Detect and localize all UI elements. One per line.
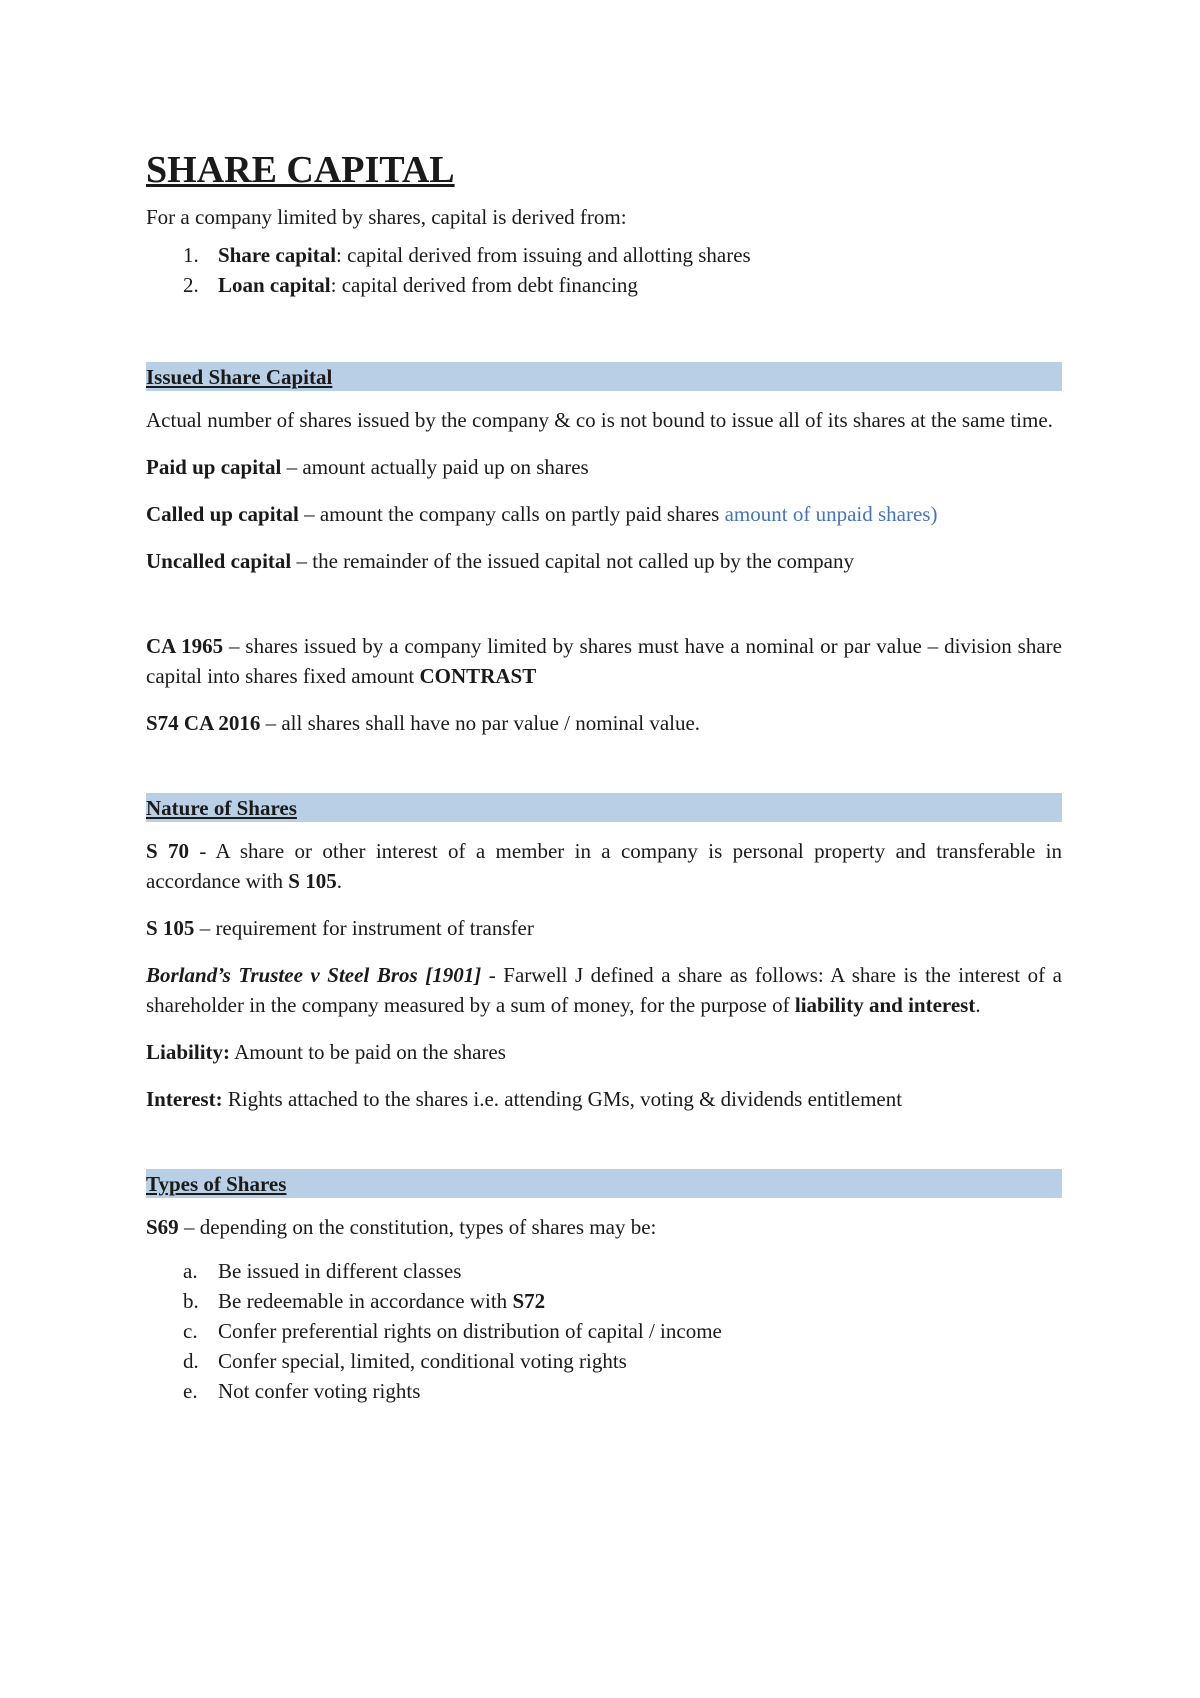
term: Liability:: [146, 1040, 231, 1064]
list-text: : capital derived from issuing and allotting shares: [336, 243, 751, 267]
section-heading-types: Types of Shares: [146, 1169, 1062, 1198]
list-item: [146, 1346, 1062, 1376]
section-ref: S72: [512, 1289, 546, 1313]
list-item: [146, 240, 1062, 270]
document-body: [146, 148, 1062, 1406]
case-bold: liability and interest: [794, 993, 976, 1017]
list-letter: d.: [183, 1349, 199, 1373]
list-item: [146, 270, 1062, 300]
list-text: Be issued in different classes: [218, 1259, 462, 1283]
definition: Rights attached to the shares i.e. attending GMs, voting & dividends entitlement: [222, 1087, 903, 1111]
definition: – the remainder of the issued capital not called up by the company: [291, 549, 854, 573]
definition: - A share or other interest of a member in a company is personal property and transferable in accordance with: [146, 839, 1062, 893]
intro-text: For a company limited by shares, capital is derived from:: [146, 205, 627, 229]
section-heading-nature: Nature of Shares: [146, 793, 1062, 822]
list-number: 2.: [183, 273, 199, 297]
definition: – all shares shall have no par value / nominal value.: [260, 711, 701, 735]
interest-paragraph: [146, 1084, 1062, 1114]
case-text: - Farwell J defined a share as follows: A share is the interest of a shareholder in the company measured by a sum of money, for the purpose of: [146, 963, 1062, 1017]
list-letter: a.: [183, 1259, 198, 1283]
section-ref: S 105: [288, 869, 337, 893]
punctuation: .: [336, 869, 342, 893]
ca-1965-paragraph: [146, 631, 1062, 691]
list-text: : capital derived from debt financing: [330, 273, 638, 297]
term: S 105: [146, 916, 195, 940]
list-letter: c.: [183, 1319, 198, 1343]
uncalled-capital: [146, 546, 1062, 576]
term: S 70: [146, 839, 190, 863]
list-item: [146, 1316, 1062, 1346]
definition: – amount actually paid up on shares: [281, 455, 589, 479]
capital-list: [146, 240, 1062, 300]
list-term: Loan capital: [218, 273, 331, 297]
s70-paragraph: [146, 836, 1062, 896]
called-up-capital: [146, 499, 1062, 529]
s69-paragraph: [146, 1212, 1062, 1242]
list-letter: b.: [183, 1289, 199, 1313]
term: Paid up capital: [146, 455, 282, 479]
page-title: SHARE CAPITAL: [146, 149, 455, 191]
blue-note: amount of unpaid shares): [724, 502, 938, 526]
types-list: [146, 1256, 1062, 1406]
list-item: [146, 1256, 1062, 1286]
list-item: [146, 1376, 1062, 1406]
liability-paragraph: [146, 1037, 1062, 1067]
issued-description: Actual number of shares issued by the company & co is not bound to issue all of its shares at the same time.: [146, 408, 1053, 432]
case-name: Borland’s Trustee v Steel Bros [1901]: [146, 963, 482, 987]
list-number: 1.: [183, 243, 199, 267]
s74-paragraph: [146, 708, 1062, 738]
contrast-label: CONTRAST: [419, 664, 537, 688]
definition: Amount to be paid on the shares: [230, 1040, 506, 1064]
list-text: Confer special, limited, conditional voting rights: [218, 1349, 627, 1373]
case-paragraph: [146, 960, 1062, 1020]
s105-paragraph: [146, 913, 1062, 943]
list-text: Be redeemable in accordance with: [218, 1289, 513, 1313]
list-letter: e.: [183, 1379, 198, 1403]
term: Interest:: [146, 1087, 223, 1111]
list-text: Not confer voting rights: [218, 1379, 421, 1403]
section-heading-issued: Issued Share Capital: [146, 362, 1062, 391]
definition: – shares issued by a company limited by shares must have a nominal or par value – division share capital into shares fixed amount: [146, 634, 1062, 688]
list-item: [146, 1286, 1062, 1316]
definition: – amount the company calls on partly paid shares: [298, 502, 725, 526]
list-text: Confer preferential rights on distribution of capital / income: [218, 1319, 722, 1343]
term: S74 CA 2016: [146, 711, 261, 735]
definition: – requirement for instrument of transfer: [194, 916, 534, 940]
punctuation: .: [975, 993, 981, 1017]
term: Uncalled capital: [146, 549, 292, 573]
term: S69: [146, 1215, 179, 1239]
list-term: Share capital: [218, 243, 337, 267]
paid-up-capital: [146, 452, 1062, 482]
term: CA 1965: [146, 634, 224, 658]
term: Called up capital: [146, 502, 299, 526]
definition: – depending on the constitution, types of shares may be:: [178, 1215, 657, 1239]
